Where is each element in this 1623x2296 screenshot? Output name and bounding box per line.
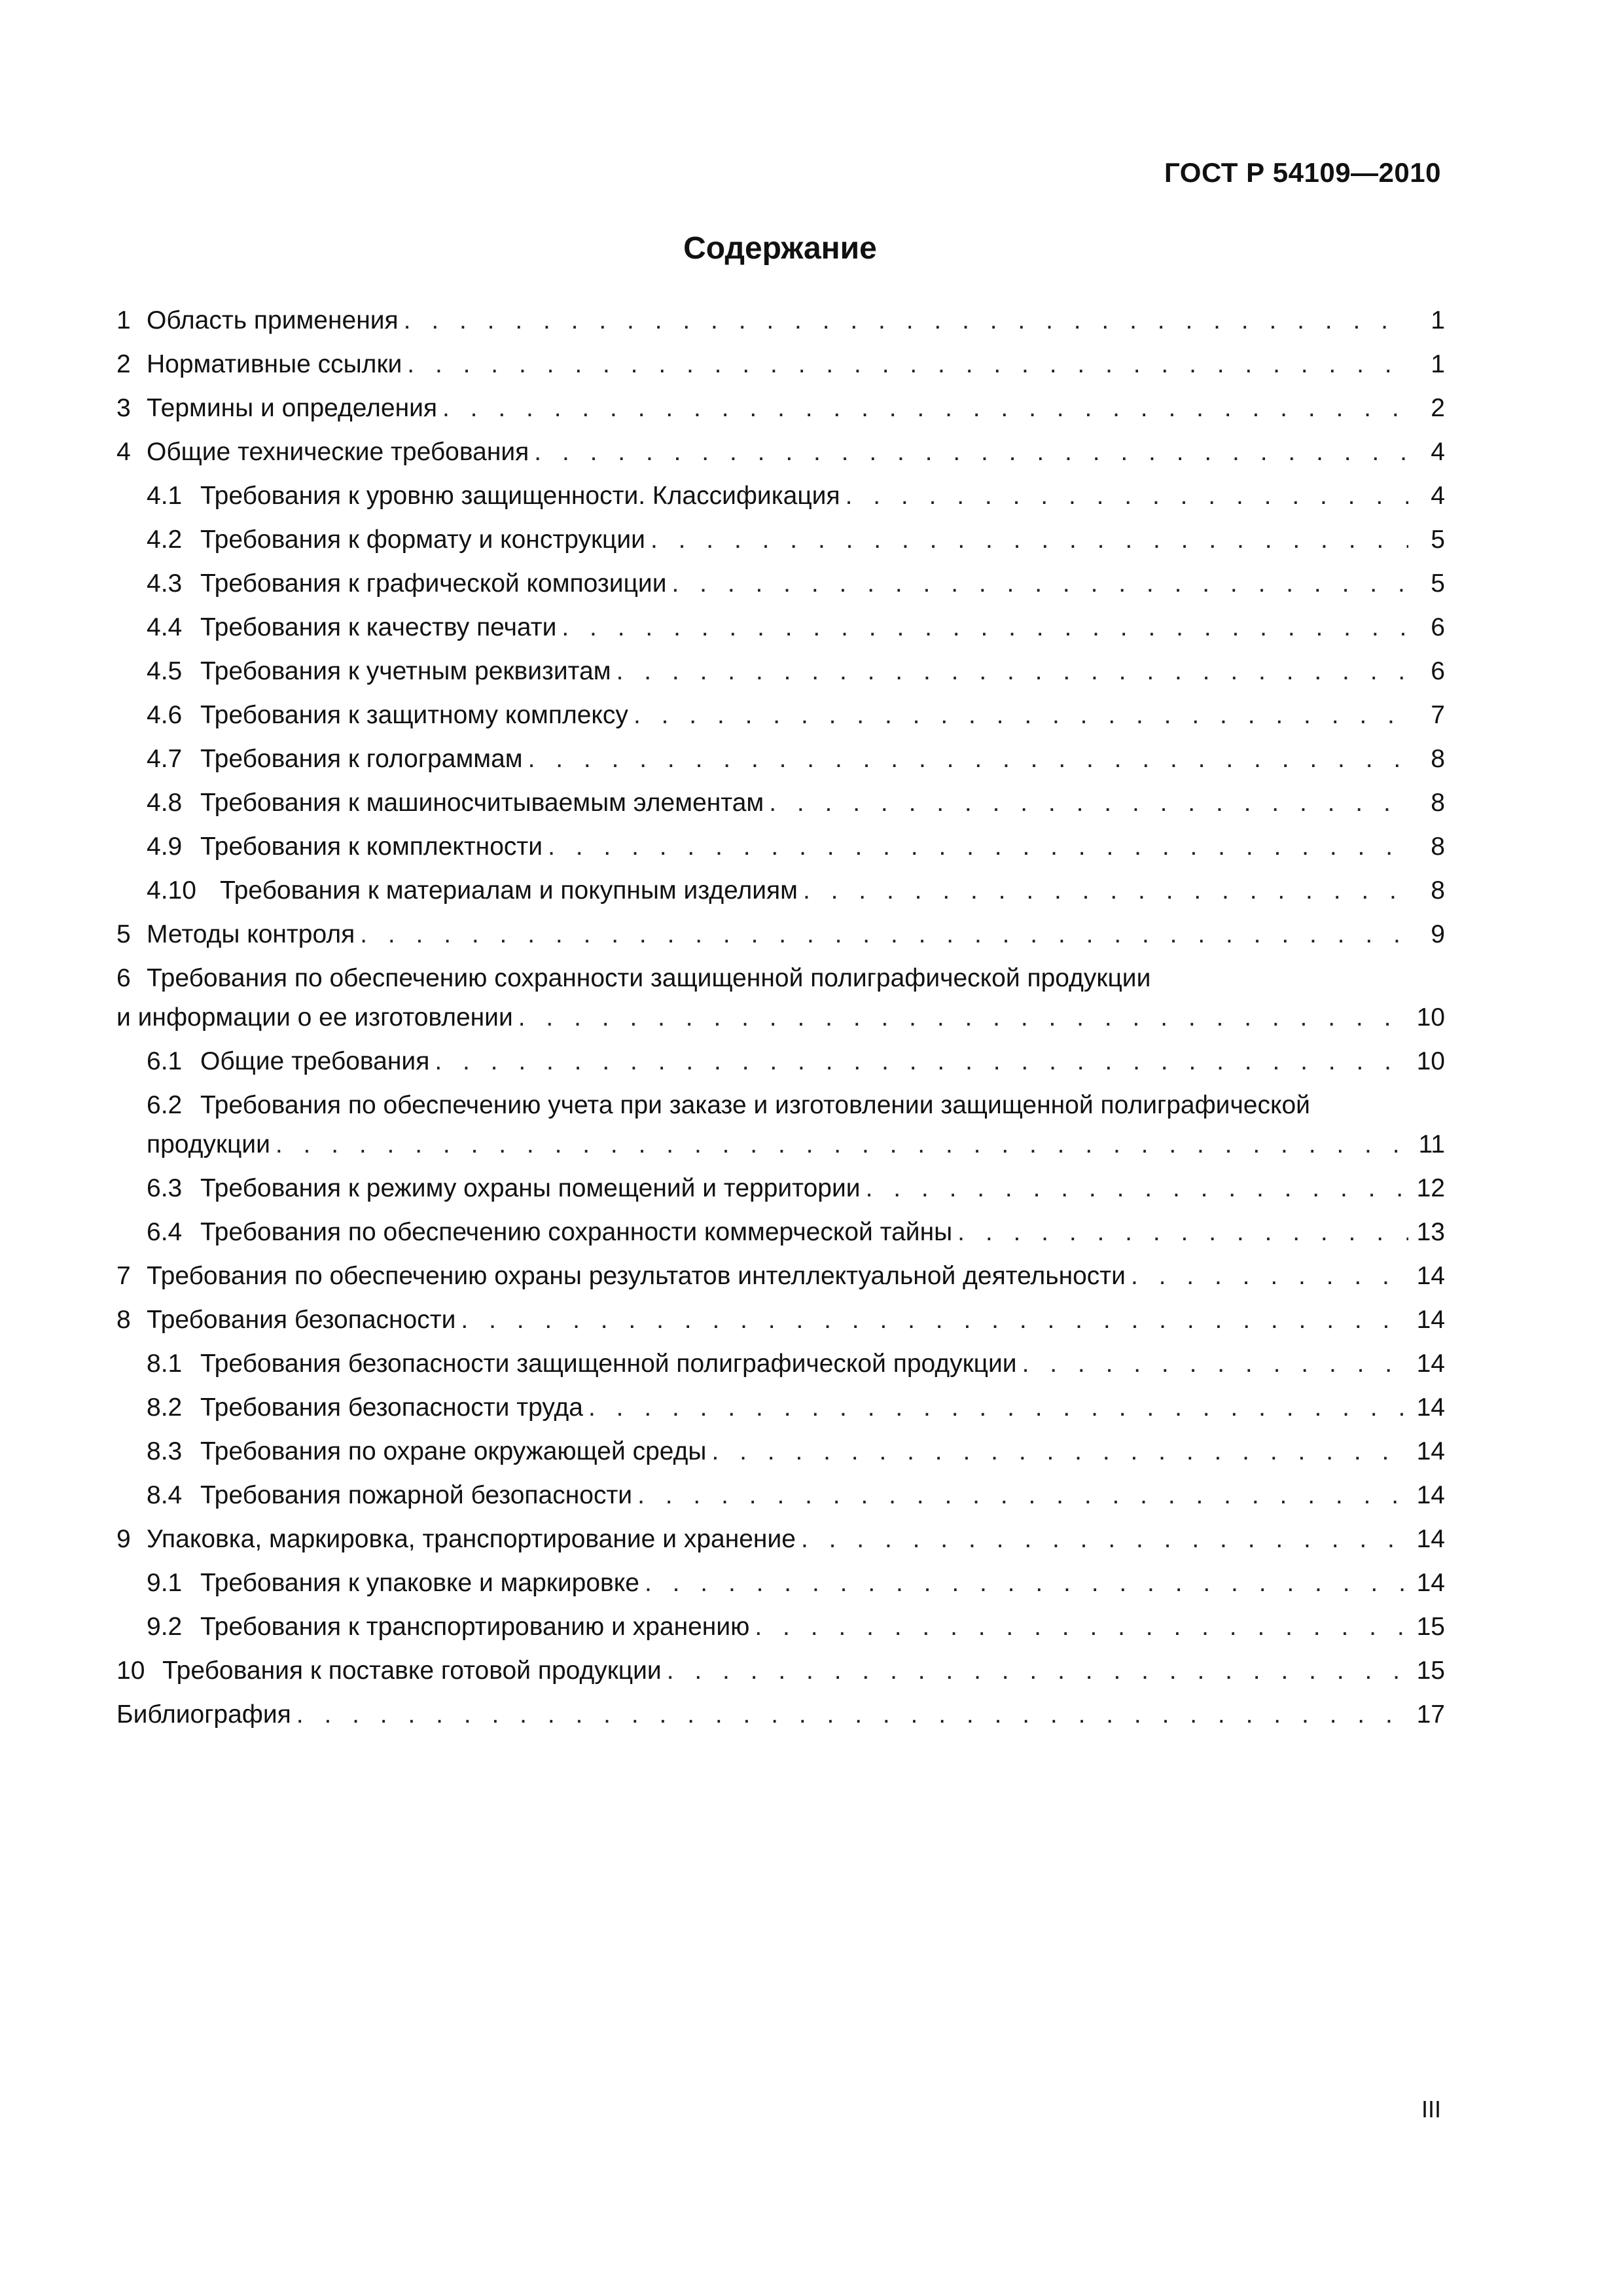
toc-entry-number: 6 — [116, 964, 131, 992]
toc-entry[interactable] — [116, 562, 1445, 605]
toc-dot-leader — [518, 996, 1408, 1039]
toc-entry-page: 9 — [1431, 920, 1445, 948]
toc-entry-page: 17 — [1416, 1700, 1445, 1729]
toc-dot-leader — [276, 1122, 1408, 1166]
toc-entry-number: 9 — [116, 1525, 131, 1553]
toc-entry-title: Требования по обеспечению охраны результатов интеллектуальной деятельности — [147, 1262, 1126, 1290]
toc-entry-number: 4.8 — [147, 789, 183, 817]
toc-entry[interactable] — [116, 1210, 1445, 1254]
toc-entry-number: 4.2 — [147, 526, 183, 554]
toc-entry-page: 1 — [1431, 350, 1445, 378]
toc-entry-number: 8.3 — [147, 1437, 183, 1465]
toc-entry[interactable] — [116, 1342, 1445, 1386]
toc-entry-title: Требования к качеству печати — [200, 613, 557, 641]
toc-entry[interactable] — [116, 781, 1445, 825]
toc-entry-page: 14 — [1416, 1393, 1445, 1422]
toc-entry[interactable] — [116, 693, 1445, 737]
toc-entry-page: 12 — [1416, 1174, 1445, 1202]
toc-entry-page: 14 — [1416, 1569, 1445, 1597]
toc-entry-page: 5 — [1431, 569, 1445, 598]
toc-dot-leader — [1022, 1342, 1408, 1386]
toc-dot-leader — [769, 781, 1408, 825]
toc-entry[interactable] — [116, 649, 1445, 693]
toc-dot-leader — [672, 562, 1409, 605]
toc-dot-leader — [588, 1386, 1408, 1429]
toc-entry[interactable] — [116, 1083, 1445, 1166]
toc-entry[interactable] — [116, 1039, 1445, 1083]
toc-dot-leader — [651, 518, 1408, 562]
toc-entry-page: 1 — [1431, 306, 1445, 334]
toc-dot-leader — [1131, 1254, 1408, 1298]
toc-dot-leader — [534, 430, 1408, 474]
toc-entry-number: 10 — [116, 1657, 145, 1685]
toc-entry-number: 6.4 — [147, 1218, 183, 1246]
toc-entry[interactable] — [116, 912, 1445, 956]
toc-dot-leader — [442, 386, 1408, 430]
toc-entry[interactable] — [116, 1386, 1445, 1429]
toc-entry-number: 4.5 — [147, 657, 183, 685]
toc-dot-leader — [755, 1605, 1408, 1649]
toc-entry-title: Общие технические требования — [147, 438, 529, 466]
toc-entry-number: 3 — [116, 394, 131, 422]
toc-entry-title: Требования к защитному комплексу — [200, 701, 628, 729]
toc-entry-page: 14 — [1416, 1306, 1445, 1334]
toc-entry-title: Требования к формату и конструкции — [200, 526, 645, 554]
toc-entry-number: 8.1 — [147, 1350, 183, 1378]
toc-entry[interactable] — [116, 1254, 1445, 1298]
toc-entry-title: Требования к материалам и покупным изделиям — [220, 876, 798, 905]
toc-entry-title: Требования к поставке готовой продукции — [162, 1657, 662, 1685]
toc-entry-number: 4.1 — [147, 482, 183, 510]
page-number: III — [1421, 2096, 1441, 2123]
toc-dot-leader — [637, 1473, 1408, 1517]
toc-dot-leader — [801, 1517, 1408, 1561]
toc-dot-leader — [645, 1561, 1408, 1605]
toc-entry-number: 9.1 — [147, 1569, 183, 1597]
toc-entry[interactable] — [116, 825, 1445, 869]
toc-entry-page: 8 — [1431, 833, 1445, 861]
toc-entry-number: 4.10 — [147, 876, 196, 905]
toc-entry[interactable] — [116, 298, 1445, 342]
toc-entry[interactable] — [116, 1693, 1445, 1736]
toc-entry-number: 4 — [116, 438, 131, 466]
toc-dot-leader — [957, 1210, 1408, 1254]
toc-entry[interactable] — [116, 869, 1445, 912]
toc-entry[interactable] — [116, 1166, 1445, 1210]
toc-entry-number: 8 — [116, 1306, 131, 1334]
toc-entry-title: Требования по обеспечению сохранности коммерческой тайны — [200, 1218, 953, 1246]
toc-dot-leader — [616, 649, 1408, 693]
toc-entry-page: 8 — [1431, 789, 1445, 817]
toc-entry-page: 14 — [1416, 1262, 1445, 1290]
toc-entry-page: 13 — [1416, 1218, 1445, 1246]
toc-dot-leader — [562, 605, 1408, 649]
toc-entry-title: Требования к комплектности — [200, 833, 543, 861]
toc-entry-page: 8 — [1431, 876, 1445, 905]
toc-entry[interactable] — [116, 1605, 1445, 1649]
toc-entry[interactable] — [116, 737, 1445, 781]
toc-entry[interactable] — [116, 1517, 1445, 1561]
toc-entry[interactable] — [116, 1473, 1445, 1517]
toc-entry[interactable] — [116, 342, 1445, 386]
toc-entry-number: 9.2 — [147, 1613, 183, 1641]
toc-dot-leader — [360, 912, 1408, 956]
toc-entry-number: 6.1 — [147, 1047, 183, 1075]
toc-entry-title: Методы контроля — [147, 920, 355, 948]
toc-dot-leader — [296, 1693, 1408, 1736]
toc-entry-title: Требования по обеспечению учета при заказе и изготовлении защищенной полиграфической — [200, 1091, 1310, 1119]
toc-dot-leader — [866, 1166, 1408, 1210]
toc-dot-leader — [528, 737, 1408, 781]
toc-entry-title: Упаковка, маркировка, транспортирование и хранение — [147, 1525, 796, 1553]
toc-dot-leader — [711, 1429, 1408, 1473]
toc-dot-leader — [407, 342, 1408, 386]
toc-entry-page: 10 — [1416, 1047, 1445, 1075]
toc-entry-page: 7 — [1431, 701, 1445, 729]
toc-entry-title: Общие требования — [200, 1047, 430, 1075]
toc-dot-leader — [846, 474, 1408, 518]
toc-entry[interactable] — [116, 430, 1445, 474]
toc-entry-number: 4.6 — [147, 701, 183, 729]
table-of-contents — [116, 298, 1445, 1736]
toc-entry-title: Требования пожарной безопасности — [200, 1481, 633, 1509]
toc-entry-page: 11 — [1418, 1130, 1445, 1158]
toc-entry-page: 4 — [1431, 438, 1445, 466]
toc-entry-title: Требования к машиносчитываемым элементам — [200, 789, 764, 817]
toc-entry[interactable] — [116, 1298, 1445, 1342]
toc-entry-number: 8.4 — [147, 1481, 183, 1509]
toc-entry[interactable] — [116, 956, 1445, 1039]
toc-entry[interactable] — [116, 1561, 1445, 1605]
toc-entry-title: Требования безопасности защищенной полиграфической продукции — [200, 1350, 1017, 1378]
toc-entry-title: Требования к учетным реквизитам — [200, 657, 611, 685]
toc-entry-number: 6.2 — [147, 1091, 183, 1119]
toc-entry-number: 4.7 — [147, 745, 183, 773]
toc-entry-page: 6 — [1431, 657, 1445, 685]
toc-dot-leader — [803, 869, 1408, 912]
toc-entry-title: Требования к графической композиции — [200, 569, 667, 598]
toc-entry-number: 4.4 — [147, 613, 183, 641]
toc-entry-title: Требования к режиму охраны помещений и территории — [200, 1174, 861, 1202]
toc-entry-title: Требования по обеспечению сохранности защищенной полиграфической продукции — [147, 964, 1151, 992]
toc-title: Содержание — [683, 231, 877, 266]
toc-entry-page: 4 — [1431, 482, 1445, 510]
toc-entry-page: 15 — [1416, 1613, 1445, 1641]
toc-entry[interactable] — [116, 386, 1445, 430]
toc-entry-number: 7 — [116, 1262, 131, 1290]
toc-entry-title: Термины и определения — [147, 394, 438, 422]
toc-entry-page: 5 — [1431, 526, 1445, 554]
toc-entry[interactable] — [116, 474, 1445, 518]
toc-entry-page: 14 — [1416, 1437, 1445, 1465]
toc-entry-page: 2 — [1431, 394, 1445, 422]
toc-entry-title: продукции — [147, 1130, 270, 1158]
toc-entry[interactable] — [116, 1429, 1445, 1473]
toc-entry[interactable] — [116, 1649, 1445, 1693]
toc-entry-number: 4.3 — [147, 569, 183, 598]
toc-dot-leader — [667, 1649, 1408, 1693]
toc-entry-title: Требования безопасности труда — [200, 1393, 583, 1422]
toc-entry-number: 1 — [116, 306, 131, 334]
toc-entry[interactable] — [116, 605, 1445, 649]
toc-dot-leader — [404, 298, 1408, 342]
toc-entry-page: 10 — [1416, 1003, 1445, 1031]
toc-dot-leader — [435, 1039, 1408, 1083]
toc-entry-page: 14 — [1416, 1350, 1445, 1378]
toc-dot-leader — [633, 693, 1408, 737]
toc-entry-number: 4.9 — [147, 833, 183, 861]
toc-entry[interactable] — [116, 518, 1445, 562]
toc-entry-title: Требования безопасности — [147, 1306, 456, 1334]
toc-entry-title: Требования к уровню защищенности. Классификация — [200, 482, 840, 510]
toc-entry-page: 14 — [1416, 1481, 1445, 1509]
toc-entry-title: Нормативные ссылки — [147, 350, 402, 378]
toc-entry-page: 6 — [1431, 613, 1445, 641]
toc-entry-title: Область применения — [147, 306, 399, 334]
toc-entry-title: Требования к голограммам — [200, 745, 523, 773]
toc-entry-number: 6.3 — [147, 1174, 183, 1202]
toc-entry-title: Требования к упаковке и маркировке — [200, 1569, 639, 1597]
toc-entry-title: Библиография — [116, 1700, 291, 1729]
toc-entry-title: и информации о ее изготовлении — [116, 1003, 513, 1031]
toc-dot-leader — [461, 1298, 1408, 1342]
toc-entry-page: 15 — [1416, 1657, 1445, 1685]
toc-entry-number: 5 — [116, 920, 131, 948]
toc-entry-number: 8.2 — [147, 1393, 183, 1422]
document-id: ГОСТ Р 54109—2010 — [1164, 157, 1441, 188]
toc-entry-page: 8 — [1431, 745, 1445, 773]
toc-entry-page: 14 — [1416, 1525, 1445, 1553]
toc-entry-title: Требования к транспортированию и хранению — [200, 1613, 750, 1641]
toc-entry-title: Требования по охране окружающей среды — [200, 1437, 707, 1465]
toc-dot-leader — [548, 825, 1408, 869]
toc-entry-number: 2 — [116, 350, 131, 378]
